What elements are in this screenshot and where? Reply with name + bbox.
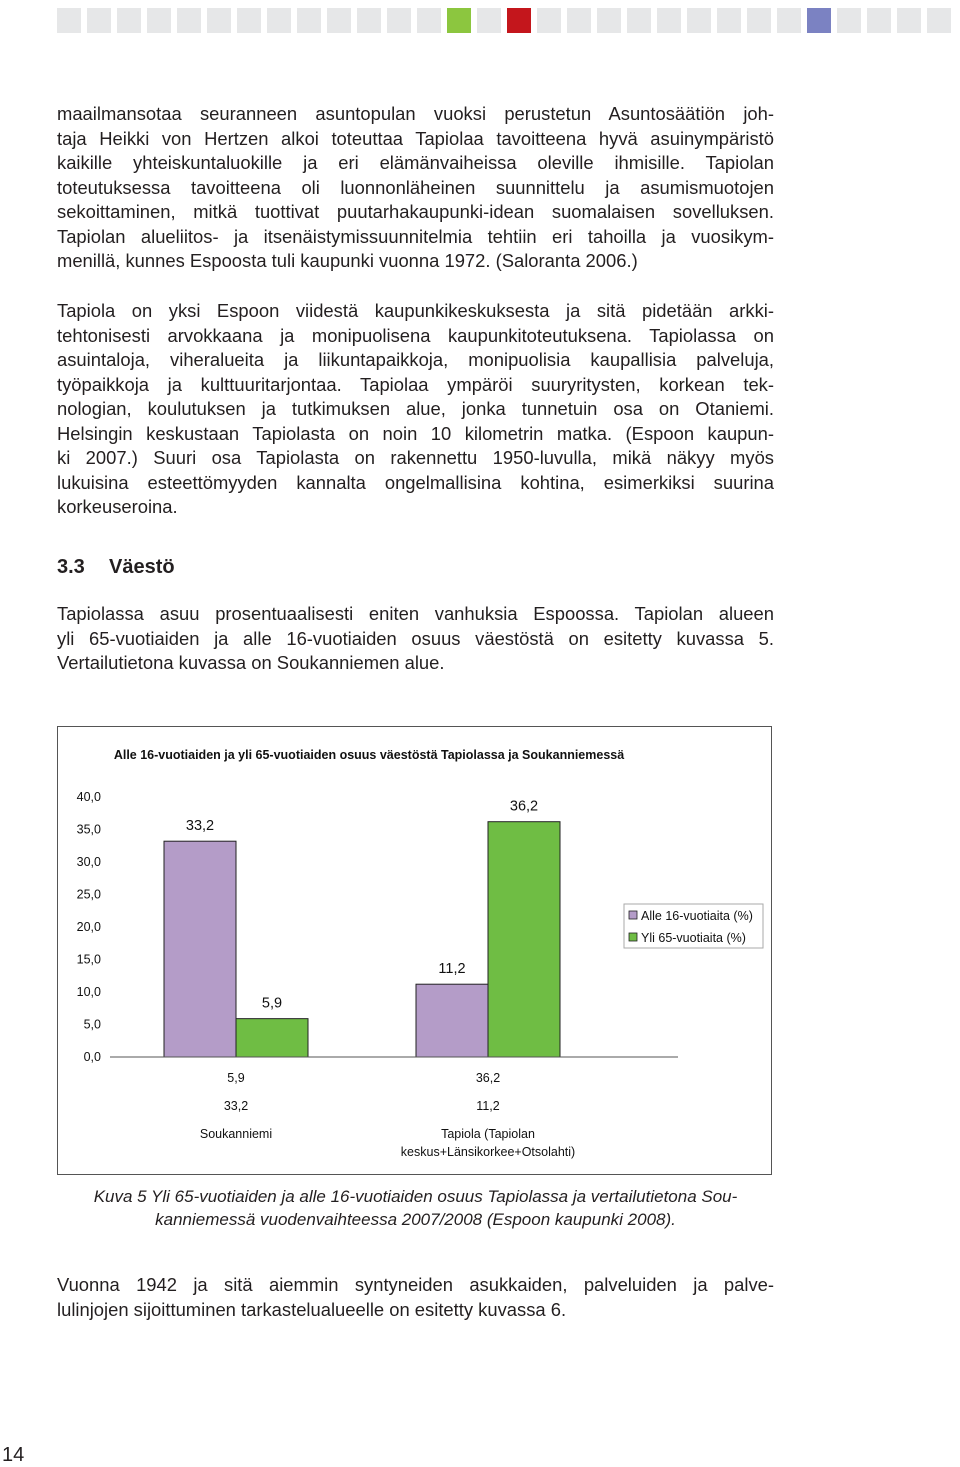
header-color-block — [417, 8, 441, 33]
header-color-block — [777, 8, 801, 33]
header-color-block — [537, 8, 561, 33]
category-table-value: 36,2 — [475, 1071, 501, 1085]
legend-swatch — [629, 911, 637, 919]
header-color-block — [807, 8, 831, 33]
paragraph-services — [57, 1273, 774, 1322]
text-line: kaikille yhteiskuntaluokille ja eri elämänvaiheissa oleville ihmisille. Tapiolan — [57, 152, 774, 173]
category-table-value: 33,2 — [223, 1099, 249, 1113]
text-line: työpaikkoja ja kulttuuritarjontaa. Tapiolaa ympäröi suuryritysten, korkean tek- — [57, 373, 774, 395]
chart-bar — [416, 984, 488, 1057]
text-line: Helsingin keskustaan Tapiolasta on noin 10 kilometrin matka. (Espoon kaupun- — [57, 422, 774, 444]
text-line: Tapiolassa asuu prosentuaalisesti eniten vanhuksia Espoossa. Tapiolan alueen — [57, 603, 774, 624]
header-color-block — [567, 8, 591, 33]
y-tick-label: 5,0 — [83, 1017, 101, 1032]
header-color-block — [507, 8, 531, 33]
legend-label: Yli 65-vuotiaita (%) — [641, 931, 746, 945]
paragraph-population — [57, 602, 774, 676]
header-color-block — [477, 8, 501, 33]
bar-data-label: 36,2 — [509, 798, 539, 815]
header-color-strip — [57, 8, 960, 33]
header-color-block — [717, 8, 741, 33]
text-line: ki 2007.) Suuri osa Tapiolasta on rakennettu 1950-luvulla, mikä näkyy myös — [57, 447, 774, 468]
y-tick-label: 40,0 — [76, 790, 101, 804]
text-line: asuintaloja, viheralueita ja liikuntapaikkoja, monipuolisia kaupallisia palveluja, — [57, 349, 774, 370]
population-bar-chart — [58, 727, 770, 1173]
header-color-block — [867, 8, 891, 33]
y-tick-label: 0,0 — [83, 1050, 101, 1064]
caption-line: kanniemessä vuodenvaihteessa 2007/2008 (Espoon kaupunki 2008). — [155, 1210, 676, 1229]
header-color-block — [897, 8, 921, 33]
text-line: taja Heikki von Hertzen alkoi toteuttaa Tapiolaa tavoitteena hyvä asuinympäristö — [57, 127, 774, 149]
header-color-block — [387, 8, 411, 33]
y-tick-label: 15,0 — [76, 952, 101, 967]
y-tick-label: 25,0 — [76, 887, 101, 902]
text-line: tehtonisesti arvokkaana ja monipuolisena kaupunkitoteutuksena. Tapiolassa on — [57, 324, 774, 346]
bar-data-label: 11,2 — [438, 961, 466, 978]
text-line: toteutuksessa tavoitteena oli luonnonläheinen suunnittelu ja asumismuotojen — [57, 176, 774, 198]
figure-caption — [57, 1185, 774, 1231]
y-tick-label: 30,0 — [76, 855, 101, 869]
text-line: Tapiolan alueliitos- ja itsenäistymissuunnitelmia tehtiin eri tahoilla ja vuosikym- — [57, 225, 774, 247]
y-tick-label: 10,0 — [76, 985, 101, 999]
header-color-block — [747, 8, 771, 33]
text-line: yli 65-vuotiaiden ja alle 16-vuotiaiden osuus väestöstä on esitetty kuvassa 5. — [57, 627, 774, 649]
text-line: nologian, koulutuksen ja tutkimuksen alue, jonka tunnetuin osa on Otaniemi. — [57, 398, 774, 419]
header-color-block — [267, 8, 291, 33]
header-color-block — [357, 8, 381, 33]
section-heading — [57, 553, 175, 581]
text-line: lulinjojen sijoittuminen tarkastelualueelle on esitetty kuvassa 6. — [57, 1298, 567, 1320]
paragraph-tapiola-description — [57, 299, 774, 520]
header-color-block — [57, 8, 81, 33]
chart-bar — [236, 1019, 308, 1057]
paragraph-history — [57, 102, 774, 274]
legend-label: Alle 16-vuotiaita (%) — [641, 909, 753, 923]
text-line: korkeuseroina. — [57, 496, 178, 517]
header-color-block — [297, 8, 321, 33]
text-line: Tapiola on yksi Espoon viidestä kaupunkikeskuksesta ja sitä pidetään arkki- — [57, 300, 774, 321]
category-name: Tapiola (Tapiolan — [441, 1127, 535, 1141]
chart-title: Alle 16-vuotiaiden ja yli 65-vuotiaiden osuus väestöstä Tapiolassa ja Soukanniemessä — [113, 748, 625, 762]
section-number: 3.3 — [57, 556, 85, 578]
header-color-block — [327, 8, 351, 33]
text-line: Vertailutietona kuvassa on Soukanniemen alue. — [57, 652, 445, 673]
legend-swatch — [629, 933, 637, 941]
chart-bar — [164, 841, 236, 1057]
text-line: maailmansotaa seuranneen asuntopulan vuoksi perustetun Asuntosäätiön joh- — [57, 103, 774, 124]
text-line: Vuonna 1942 ja sitä aiemmin syntyneiden asukkaiden, palveluiden ja palve- — [57, 1274, 774, 1295]
chart-frame — [57, 726, 772, 1175]
header-color-block — [117, 8, 141, 33]
category-name: Soukanniemi — [199, 1127, 273, 1141]
header-color-block — [927, 8, 951, 33]
category-table-value: 11,2 — [476, 1099, 500, 1113]
header-color-block — [447, 8, 471, 33]
bar-data-label: 33,2 — [185, 818, 215, 835]
text-line: menillä, kunnes Espoosta tuli kaupunki vuonna 1972. (Saloranta 2006.) — [57, 250, 638, 271]
header-color-block — [237, 8, 261, 33]
header-color-block — [87, 8, 111, 33]
header-color-block — [177, 8, 201, 33]
text-line: lukuisina esteettömyyden kannalta ongelmallisina kohtina, esimerkiksi suurina — [57, 471, 774, 493]
header-color-block — [207, 8, 231, 33]
section-title: Väestö — [109, 556, 175, 578]
category-table-value: 5,9 — [227, 1071, 245, 1085]
header-color-block — [597, 8, 621, 33]
header-color-block — [657, 8, 681, 33]
header-color-block — [147, 8, 171, 33]
category-name: keskus+Länsikorkee+Otsolahti) — [400, 1145, 576, 1159]
caption-line: Kuva 5 Yli 65-vuotiaiden ja alle 16-vuotiaiden osuus Tapiolassa ja vertailutietona Sou- — [93, 1187, 738, 1206]
bar-data-label: 5,9 — [261, 995, 283, 1012]
y-tick-label: 20,0 — [76, 920, 101, 934]
page-number: 14 — [2, 1444, 25, 1466]
text-line: sekoittaminen, mitkä tuottivat puutarhakaupunki-idean suomalaisen sovelluksen. — [57, 201, 774, 222]
header-color-block — [837, 8, 861, 33]
header-color-block — [627, 8, 651, 33]
chart-bar — [488, 822, 560, 1057]
header-color-block — [687, 8, 711, 33]
y-tick-label: 35,0 — [76, 822, 101, 837]
